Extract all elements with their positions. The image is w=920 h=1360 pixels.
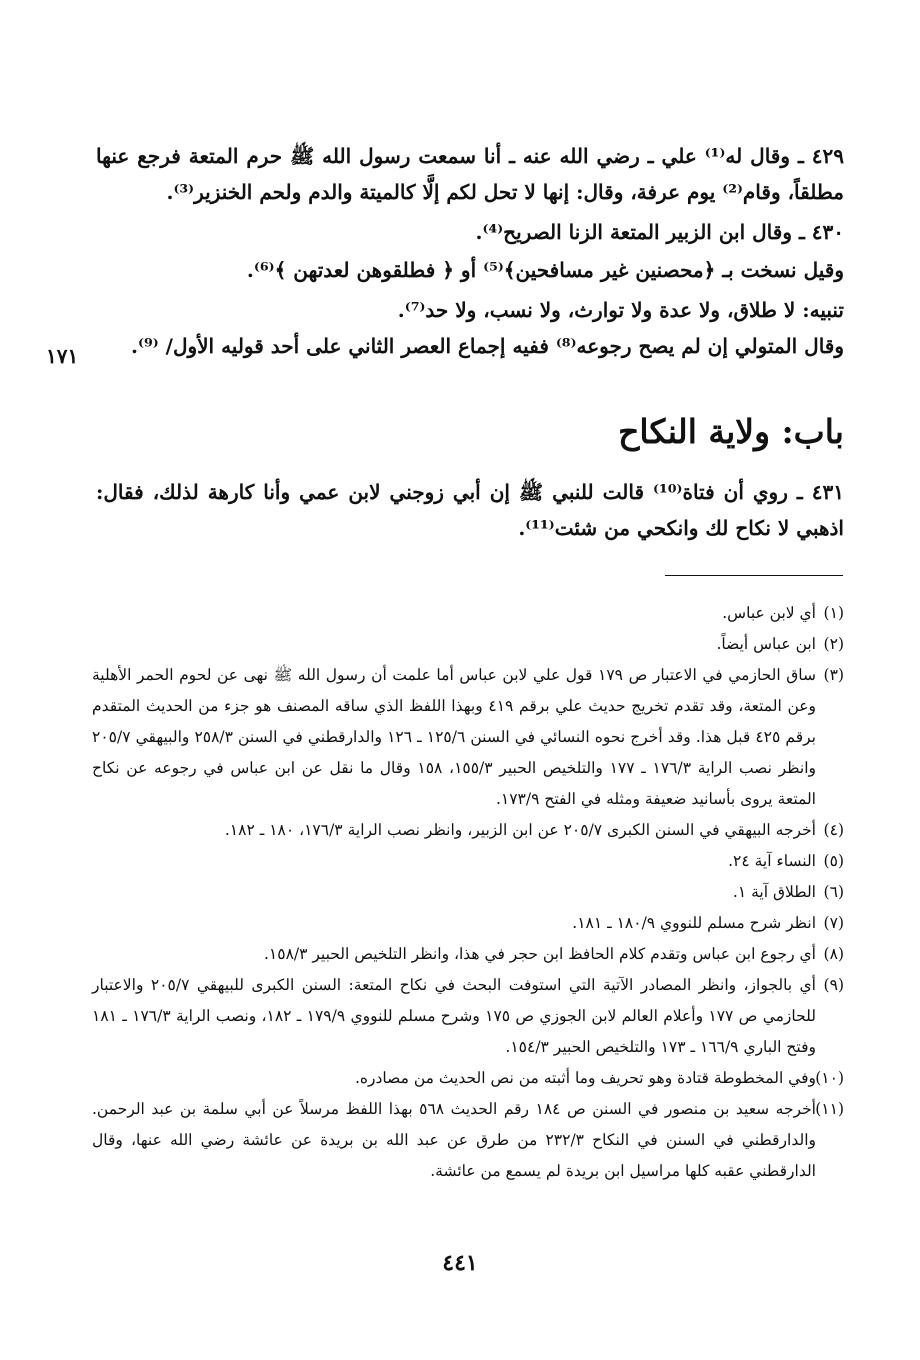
footnote bbox=[92, 629, 844, 660]
footnote bbox=[92, 846, 844, 877]
main-text-block bbox=[89, 138, 844, 364]
tanbih-paragraph: تنبيه: لا طلاق، ولا عدة ولا توارث، ولا نسب، ولا حد⁽⁷⁾. bbox=[397, 298, 844, 322]
footnote bbox=[92, 598, 844, 629]
footnote-text: ساق الحازمي في الاعتبار ص ١٧٩ قول علي لابن عباس أما علمت أن رسول الله ﷺ نهى عن لحوم الحمر الأهلية وعن المتعة، وقد تقدم تخريج حديث علي برقم ٤١٩ وبهذا اللفظ الذي ساقه المصنف هو جزء من الحديث المتقدم برقم ٤٢٥ قبل هذا. وقد أخرج نحوه النسائي في السنن ١٢٥/٦ ـ ١٢٦ والدارقطني في السنن ٢٥٨/٣ والبيهقي ٢٠٥/٧ وانظر نصب الراية ١٧٦/٣ ـ ١٧٧ والتلخيص الحبير ١٥٥/٣، ١٥٨ وقال ما نقل عن ابن عباس في رجوعه عن نكاح المتعة يروى بأسانيد ضعيفة ومثله في الفتح ١٧٣/٩. bbox=[92, 666, 816, 808]
footnote-number: (٦) bbox=[823, 883, 844, 901]
footnote-number: (١) bbox=[823, 604, 844, 622]
footnotes bbox=[92, 598, 844, 1187]
footnote-text: وفي المخطوطة قتادة وهو تحريف وما أثبته من نص الحديث من مصادره. bbox=[354, 1069, 816, 1087]
footnote-text: أخرجه سعيد بن منصور في السنن ص ١٨٤ رقم الحديث ٥٦٨ بهذا اللفظ مرسلاً عن أبي سلمة بن عبد الرحمن. والدارقطني في السنن في النكاح ٢٣٢/٣ من طرق عن عبد الله بن بريدة عن عائشة رضي الله عنها، وقال الدارقطني عقبه كلها مراسيل ابن بريدة لم يسمع من عائشة. bbox=[92, 1100, 816, 1180]
footnote bbox=[92, 1094, 844, 1187]
page-number: ٤٤١ bbox=[442, 1250, 478, 1276]
naskh-paragraph: وقيل نسخت بـ ﴿محصنين غير مسافحين﴾⁽⁵⁾ أو ﴿ فطلقوهن لعدتهن ﴾⁽⁶⁾. bbox=[246, 258, 844, 282]
footnote-text: أي رجوع ابن عباس وتقدم كلام الحافظ ابن حجر في هذا، وانظر التلخيص الحبير ١٥٨/٣. bbox=[263, 945, 816, 963]
footnote-number: (٩) bbox=[823, 976, 844, 994]
footnote-text: النساء آية ٢٤. bbox=[728, 852, 816, 870]
hadith-429: ٤٢٩ ـ وقال له⁽¹⁾ علي ـ رضي الله عنه ـ أنا سمعت رسول الله ﷺ حرم المتعة فرجع عنها مطلقاً، وقام⁽²⁾ يوم عرفة، وقال: إنها لا تحل لكم إلَّا كالميتة والدم ولحم الخنزير⁽³⁾. bbox=[89, 144, 844, 204]
footnote-number: (٨) bbox=[823, 945, 844, 963]
footnote-number: (٣) bbox=[823, 666, 844, 684]
footnote-text: أي لابن عباس. bbox=[722, 604, 816, 622]
footnote-text: ابن عباس أيضاً. bbox=[716, 635, 816, 653]
footnote-text: انظر شرح مسلم للنووي ١٨٠/٩ ـ ١٨١. bbox=[572, 914, 816, 932]
footnote-number: (٥) bbox=[823, 852, 844, 870]
hadith-430: ٤٣٠ ـ وقال ابن الزبير المتعة الزنا الصريح⁽⁴⁾. bbox=[475, 220, 844, 244]
footnote-number: (١٠) bbox=[815, 1069, 844, 1087]
footnote-number: (٢) bbox=[823, 635, 844, 653]
footnote bbox=[92, 970, 844, 1063]
mutawalli-paragraph: وقال المتولي إن لم يصح رجوعه⁽⁸⁾ ففيه إجماع العصر الثاني على أحد قوليه الأول/ ⁽⁹⁾. bbox=[131, 334, 844, 358]
hadith-431: ٤٣١ ـ روي أن فتاة⁽¹⁰⁾ قالت للنبي ﷺ إن أبي زوجني لابن عمي وأنا كارهة لذلك، فقال: اذهبي لا نكاح لك وانكحي من شئت⁽¹¹⁾. bbox=[89, 480, 844, 540]
main-text-block-2 bbox=[89, 474, 844, 546]
footnote bbox=[92, 939, 844, 970]
footnote bbox=[92, 660, 844, 815]
footnote-number: (١١) bbox=[815, 1100, 844, 1118]
footnote bbox=[92, 815, 844, 846]
footnote-text: أخرجه البيهقي في السنن الكبرى ٢٠٥/٧ عن ابن الزبير، وانظر نصب الراية ١٧٦/٣، ١٨٠ ـ ١٨٢. bbox=[224, 821, 816, 839]
margin-page-reference: ١٧١ bbox=[46, 344, 79, 368]
footnote-text: أي بالجواز، وانظر المصادر الآتية التي استوفت البحث في نكاح المتعة: السنن الكبرى للبيهقي ٢٠٥/٧ والاعتبار للحازمي ص ١٧٧ وأعلام العالم لابن الجوزي ص ١٧٥ وشرح مسلم للنووي ١٧٩/٩ ـ ١٨٢، ونصب الراية ١٧٦/٣ ـ ١٨١ وفتح الباري ١٦٦/٩ ـ ١٧٣ والتلخيص الحبير ١٥٤/٣. bbox=[92, 976, 816, 1056]
footnote-number: (٧) bbox=[823, 914, 844, 932]
footnote bbox=[92, 877, 844, 908]
footnote bbox=[92, 1063, 844, 1094]
chapter-heading: باب: ولاية النكاح bbox=[618, 412, 844, 451]
footnote-number: (٤) bbox=[823, 821, 844, 839]
footnote bbox=[92, 908, 844, 939]
footnote-separator bbox=[665, 575, 843, 576]
footnote-text: الطلاق آية ١. bbox=[732, 883, 816, 901]
